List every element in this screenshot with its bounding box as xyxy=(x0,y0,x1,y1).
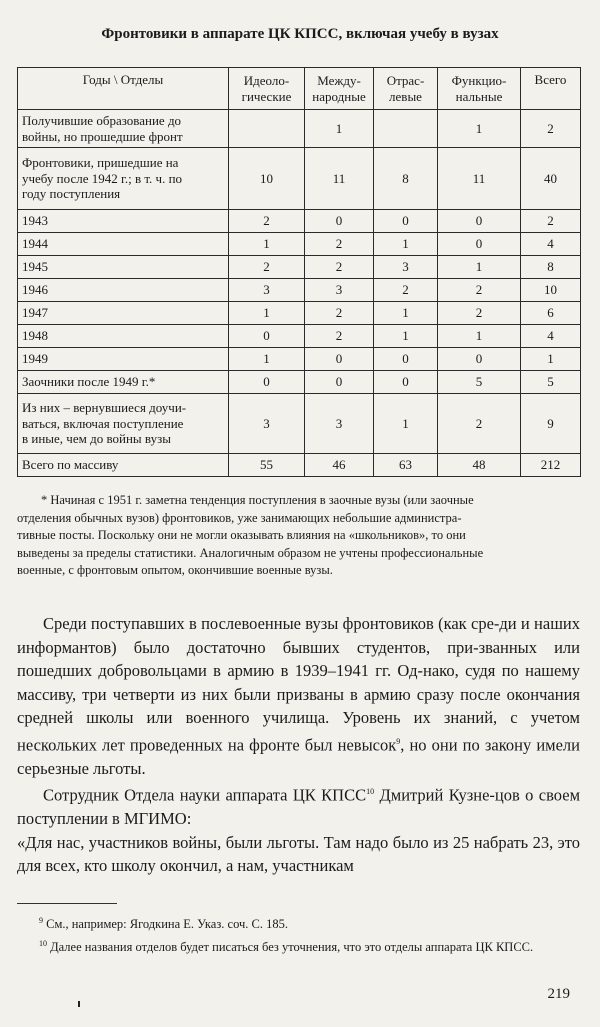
table-cell: 0 xyxy=(305,348,374,371)
row-label: 1949 xyxy=(18,348,229,371)
header-total: Всего xyxy=(521,68,581,110)
table-cell: 212 xyxy=(521,454,581,477)
table-row xyxy=(18,302,581,325)
table-cell: 0 xyxy=(438,233,521,256)
table-cell: 55 xyxy=(229,454,305,477)
table-cell: 2 xyxy=(305,325,374,348)
table-cell: 5 xyxy=(438,371,521,394)
table-cell: 48 xyxy=(438,454,521,477)
table-row xyxy=(18,454,581,477)
table-cell: 3 xyxy=(305,394,374,454)
table-cell: 1 xyxy=(374,325,438,348)
table-cell: 8 xyxy=(374,148,438,210)
table-row xyxy=(18,256,581,279)
header-international: Между- народные xyxy=(305,68,374,110)
table-cell: 1 xyxy=(438,110,521,148)
table-cell: 46 xyxy=(305,454,374,477)
table-cell: 9 xyxy=(521,394,581,454)
table-cell: 3 xyxy=(229,279,305,302)
header-functional: Функцио- нальные xyxy=(438,68,521,110)
table-cell: 1 xyxy=(374,394,438,454)
table-cell: 1 xyxy=(305,110,374,148)
table-cell: 2 xyxy=(305,256,374,279)
table-header-row xyxy=(18,68,581,110)
table-cell: 11 xyxy=(438,148,521,210)
table-row xyxy=(18,233,581,256)
row-label: 1946 xyxy=(18,279,229,302)
header-sectoral: Отрас- левые xyxy=(374,68,438,110)
table-cell: 2 xyxy=(374,279,438,302)
table-cell xyxy=(229,110,305,148)
table-cell: 2 xyxy=(521,210,581,233)
table-cell: 0 xyxy=(374,371,438,394)
row-label: Заочники после 1949 г.* xyxy=(18,371,229,394)
statistics-table xyxy=(17,67,581,477)
table-row xyxy=(18,110,581,148)
table-row xyxy=(18,148,581,210)
page-number: 219 xyxy=(547,986,570,1002)
header-ideological: Идеоло- гические xyxy=(229,68,305,110)
row-label: Всего по массиву xyxy=(18,454,229,477)
table-row xyxy=(18,348,581,371)
table-cell: 1 xyxy=(229,348,305,371)
footnote-divider xyxy=(17,903,117,904)
asterisk-footnote xyxy=(17,492,580,580)
table-cell: 3 xyxy=(374,256,438,279)
table-cell: 2 xyxy=(229,256,305,279)
table-cell: 1 xyxy=(229,233,305,256)
table-cell: 40 xyxy=(521,148,581,210)
body-paragraph: Среди поступавших в послевоенные вузы фронтовиков (как сре-ди и наших информантов) было достаточно бывших студентов, при-званных или пошедших добровольцами в армию в 1939–1941 гг. Од-нако, судя по нашему массиву, три четверти из них были призваны в армию сразу после окончания средней школы или военного училища. Уровень их знаний, с учетом нескольких лет проведенных на фронте был невысок$^9$, но они по закону имели серьезные льготы. xyxy=(17,614,580,778)
table-cell: 8 xyxy=(521,256,581,279)
table-cell: 1 xyxy=(374,302,438,325)
footnotes xyxy=(17,912,580,958)
table-cell: 10 xyxy=(521,279,581,302)
table-cell: 0 xyxy=(229,371,305,394)
row-label: 1945 xyxy=(18,256,229,279)
table-cell: 2 xyxy=(438,302,521,325)
quote-paragraph: «Для нас, участников войны, были льготы. Там надо было из 25 набрать 23, это для всех, кто школу окончил, а нам, участникам xyxy=(17,832,580,875)
header-years-departments: Годы \ Отделы xyxy=(18,68,229,110)
row-label: 1944 xyxy=(18,233,229,256)
footnote-line: отделения обычных вузов) фронтовиков, уже занимающих небольшие администра- xyxy=(17,510,462,525)
table-cell: 0 xyxy=(305,210,374,233)
table-cell: 0 xyxy=(229,325,305,348)
table-cell: 63 xyxy=(374,454,438,477)
table-cell: 0 xyxy=(438,348,521,371)
row-label: Из них – вернувшиеся доучи- ваться, включая поступление в иные, чем до войны вузы xyxy=(18,394,229,454)
footnote-line: выведены за пределы статистики. Аналогичным образом не учтены профессиональные xyxy=(17,545,484,560)
table-cell: 0 xyxy=(438,210,521,233)
row-label: 1947 xyxy=(18,302,229,325)
table-cell: 2 xyxy=(438,279,521,302)
footnote-9: $^9$ См., например: Ягодкина Е. Указ. соч. С. 185. xyxy=(39,916,289,932)
table-row xyxy=(18,325,581,348)
table-row xyxy=(18,279,581,302)
row-label: 1943 xyxy=(18,210,229,233)
row-label: 1948 xyxy=(18,325,229,348)
table-cell: 1 xyxy=(374,233,438,256)
row-label: Получившие образование до войны, но прошедшие фронт xyxy=(18,110,229,148)
footnote-10: $^{10}$ Далее названия отделов будет писаться без уточнения, что это отделы аппарата ЦК КПСС. xyxy=(39,939,534,955)
table-cell: 11 xyxy=(305,148,374,210)
body-paragraph: Сотрудник Отдела науки аппарата ЦК КПСС$^{10}$ Дмитрий Кузне-цов о своем поступлении в МГИМО: xyxy=(17,785,581,828)
table-cell: 5 xyxy=(521,371,581,394)
page-title: Фронтовики в аппарате ЦК КПСС, включая учебу в вузах xyxy=(101,26,499,42)
table-cell: 0 xyxy=(374,348,438,371)
footnote-line: тивные посты. Поскольку они не могли оказывать влияния на «школьников», то они xyxy=(17,528,466,542)
table-cell: 6 xyxy=(521,302,581,325)
table-row xyxy=(18,210,581,233)
table-cell: 10 xyxy=(229,148,305,210)
body-text xyxy=(17,612,580,878)
table-row xyxy=(18,394,581,454)
table-cell: 2 xyxy=(521,110,581,148)
table-cell xyxy=(374,110,438,148)
table-cell: 2 xyxy=(229,210,305,233)
table-cell: 0 xyxy=(305,371,374,394)
margin-mark xyxy=(78,1001,80,1007)
footnote-line: * Начиная с 1951 г. заметна тенденция поступления в заочные вузы (или заочные xyxy=(41,493,474,507)
table-cell: 0 xyxy=(374,210,438,233)
table-cell: 1 xyxy=(521,348,581,371)
row-label: Фронтовики, пришедшие на учебу после 1942 г.; в т. ч. по году поступления xyxy=(18,148,229,210)
table-cell: 4 xyxy=(521,325,581,348)
table-cell: 1 xyxy=(438,256,521,279)
table-cell: 2 xyxy=(438,394,521,454)
table-cell: 2 xyxy=(305,233,374,256)
table-row xyxy=(18,371,581,394)
table-cell: 3 xyxy=(229,394,305,454)
table-cell: 1 xyxy=(229,302,305,325)
table-cell: 4 xyxy=(521,233,581,256)
table-cell: 1 xyxy=(438,325,521,348)
table-cell: 3 xyxy=(305,279,374,302)
table-cell: 2 xyxy=(305,302,374,325)
footnote-line: военные, с фронтовым опытом, окончившие военные вузы. xyxy=(17,563,333,577)
